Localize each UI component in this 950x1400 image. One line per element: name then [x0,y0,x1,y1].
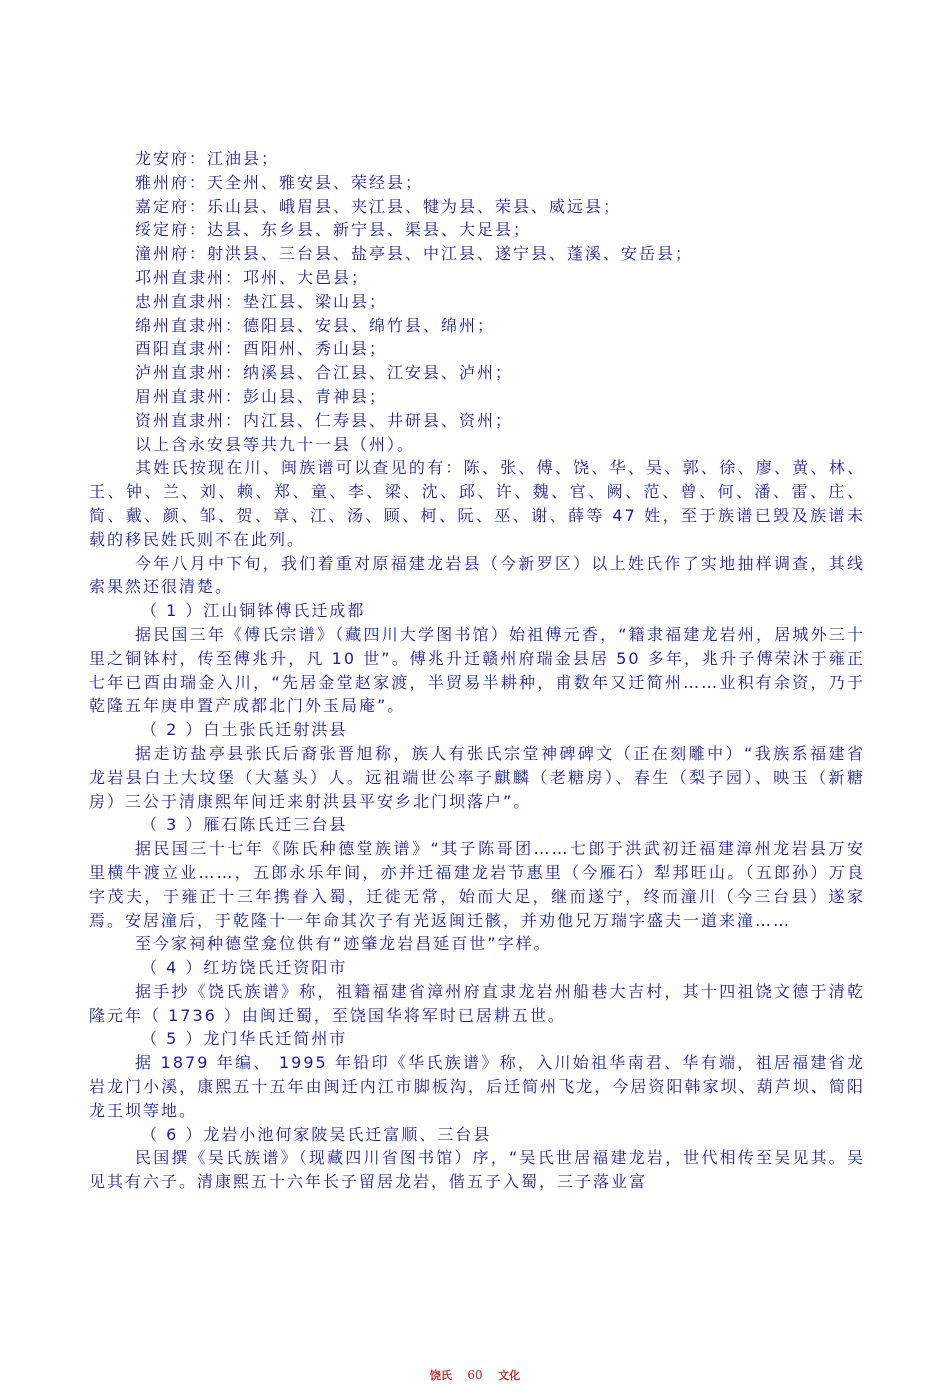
page-number: 60 [467,1368,483,1382]
paragraph: 眉州直隶州：彭山县、青神县； [135,386,388,406]
footer-right-text: 文化 [498,1369,521,1382]
footer-left-text: 饶氏 [429,1369,452,1382]
section-heading: （ 2 ）白土张氏迁射洪县 [141,720,348,740]
paragraph: 据手抄《饶氏族谱》称，祖籍福建省漳州府直隶龙岩州船巷大吉村，其十四祖饶文德于清乾隆元年（ 1736 ）由闽迁蜀，至饶国华将军时已居耕五世。 [89,981,865,1025]
page-footer [0,1367,950,1383]
paragraph: 据民国三年《傅氏宗谱》（藏四川大学图书馆）始祖傅元香，“籍隶福建龙岩州，居城外三十里之铜钵村，传至傅兆升，凡 10 世”。傅兆升迁赣州府瑞金县居 50 多年，兆升子傅荣沐于雍正七年已酉由瑞金入川，“先居金堂赵家渡，半贸易半耕种，甫数年又迁简州……业积有余资，乃于乾隆五年庚申置产成都北门外玉局庵”。 [89,624,865,716]
paragraph: 据走访盐亭县张氏后裔张晋旭称，族人有张氏宗堂神碑碑文（正在刻雕中）“我族系福建省龙岩县白土大坟堡（大墓头）人。远祖端世公率子麒麟（老糖房）、春生（梨子园）、映玉（新糖房）三公于清康熙年间迁来射洪县平安乡北门坝落户”。 [89,743,865,811]
paragraph: 泸州直隶州：纳溪县、合江县、江安县、泸州； [135,363,514,383]
paragraph: 嘉定府：乐山县、峨眉县、夹江县、犍为县、荣县、威远县； [135,196,622,216]
paragraph: 其姓氏按现在川、闽族谱可以查见的有：陈、张、傅、饶、华、吴、郭、徐、廖、黄、林、王、钟、兰、刘、赖、郑、童、李、梁、沈、邱、许、魏、官、阙、范、曾、何、潘、雷、庄、简、戴、颜、邹、贺、章、江、汤、顾、柯、阮、巫、谢、薛等 47 姓，至于族谱已毁及族谱未载的移民姓氏则不在此列。 [89,458,865,549]
paragraph: 据 1879 年编、 1995 年铅印《华氏族谱》称，入川始祖华南君、华有端，祖居福建省龙岩龙门小溪，康熙五十五年由闽迁内江市脚板沟，后迁简州飞龙，今居资阳韩家坝、葫芦坝、简阳龙王坝等地。 [89,1053,865,1120]
section-heading: （ 5 ）龙门华氏迁简州市 [141,1029,348,1049]
paragraph: 酉阳直隶州：酉阳州、秀山县； [135,339,388,359]
paragraph: 以上含永安县等共九十一县（州）。 [135,434,416,454]
section-heading: （ 1 ）江山铜钵傅氏迁成都 [141,601,366,621]
paragraph: 龙安府：江油县； [135,149,280,168]
section-heading: （ 4 ）红坊饶氏迁资阳市 [141,958,348,978]
paragraph: 民国撰《吴氏族谱》（现藏四川省图书馆）序，“吴氏世居福建龙岩，世代相传至吴见其。吴见其有六子。清康熙五十六年长子留居龙岩，偕五子入蜀，三子落业富 [89,1148,865,1192]
paragraph: 今年八月中下旬，我们着重对原福建龙岩县（今新罗区）以上姓氏作了实地抽样调查，其线索果然还很清楚。 [89,553,865,597]
section-heading: （ 3 ）雁石陈氏迁三台县 [141,815,348,835]
paragraph: 绥定府：达县、东乡县、新宁县、渠县、大足县； [135,220,532,240]
paragraph: 绵州直隶州：德阳县、安县、绵竹县、绵州； [135,315,496,335]
paragraph: 至今家祠种德堂龛位供有“迹肇龙岩昌延百世”字样。 [135,934,552,954]
paragraph: 据民国三十七年《陈氏种德堂族谱》“其子陈哥团……七郎于洪武初迁福建漳州龙岩县万安里横牛渡立业……，五郎永乐年间，亦并迁福建龙岩节惠里（今雁石）犁邦旺山。（五郎孙）万良字茂夫，于雍正十三年携眷入蜀，迁徙无常，始而大足，继而遂宁，终而潼川（今三台县）遂家焉。安居潼后，于乾隆十一年命其次子有光返闽迁骸，并劝他兄万瑞字盛夫一道来潼…… [89,839,865,930]
section-heading: （ 6 ）龙岩小池何家陂吴氏迁富顺、三台县 [141,1124,492,1144]
paragraph: 资州直隶州：内江县、仁寿县、井研县、资州； [135,410,514,430]
paragraph: 潼州府：射洪县、三台县、盐亭县、中江县、遂宁县、蓬溪、安岳县； [135,244,694,264]
body-text [89,147,865,1194]
paragraph: 邛州直隶州：邛州、大邑县； [135,267,370,287]
paragraph: 忠州直隶州：垫江县、梁山县； [135,291,388,311]
paragraph: 雅州府：天全州、雅安县、荣经县； [135,172,424,192]
